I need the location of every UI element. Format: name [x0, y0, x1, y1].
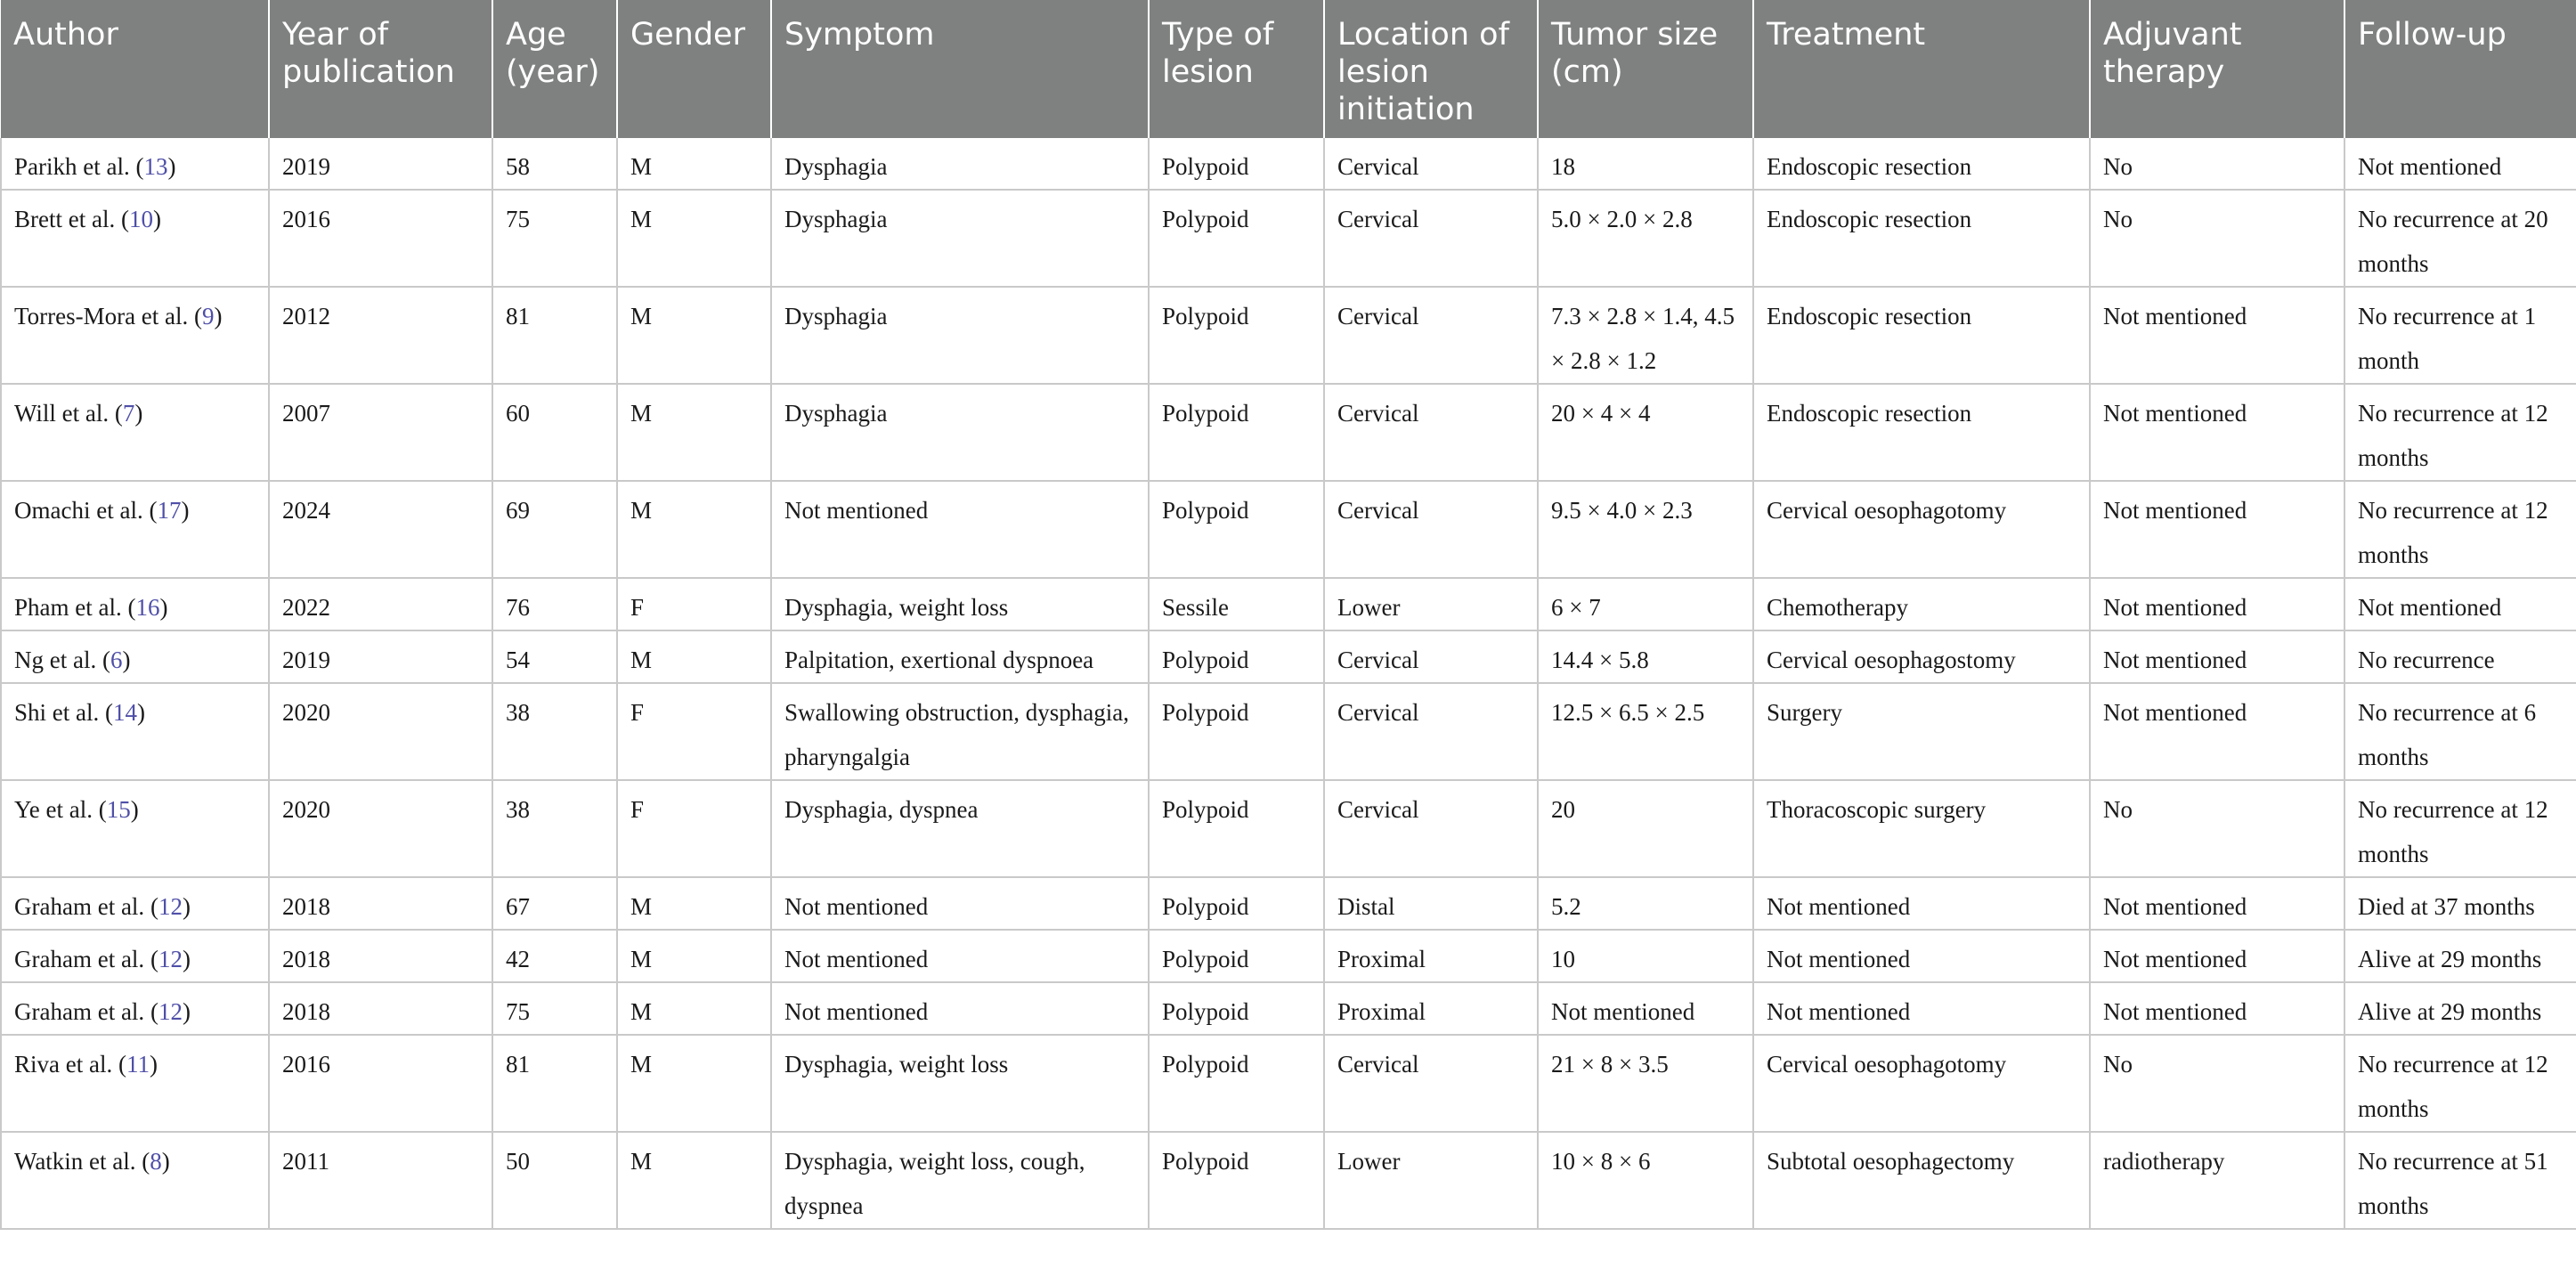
cell-age: 38 — [492, 683, 617, 780]
cell-location: Cervical — [1324, 287, 1538, 384]
header-row — [1, 0, 2576, 138]
cell-size: 9.5 × 4.0 × 2.3 — [1538, 481, 1753, 578]
cell-type: Polypoid — [1149, 287, 1324, 384]
cell-followup: Not mentioned — [2344, 578, 2576, 630]
cell-age: 69 — [492, 481, 617, 578]
reference-link[interactable]: 6 — [110, 647, 123, 673]
cell-treatment: Cervical oesophagostomy — [1753, 630, 2090, 683]
reference-link[interactable]: 8 — [150, 1148, 162, 1175]
reference-link[interactable]: 10 — [128, 206, 153, 232]
cell-symptom: Not mentioned — [771, 877, 1149, 930]
cell-adjuvant: Not mentioned — [2090, 384, 2344, 481]
cell-adjuvant: No — [2090, 190, 2344, 287]
header-location: Location of lesion initiation — [1324, 0, 1538, 138]
cell-followup: Died at 37 months — [2344, 877, 2576, 930]
header-followup: Follow-up — [2344, 0, 2576, 138]
author-name: Shi et al. — [14, 699, 100, 726]
cell-size: 20 × 4 × 4 — [1538, 384, 1753, 481]
header-age: Age (year) — [492, 0, 617, 138]
author-name: Graham et al. — [14, 998, 145, 1025]
cell-symptom: Not mentioned — [771, 982, 1149, 1035]
cell-symptom: Not mentioned — [771, 481, 1149, 578]
cell-treatment: Endoscopic resection — [1753, 384, 2090, 481]
cell-symptom: Not mentioned — [771, 930, 1149, 982]
cell-adjuvant: Not mentioned — [2090, 930, 2344, 982]
cell-followup: No recurrence at 6 months — [2344, 683, 2576, 780]
cell-adjuvant: Not mentioned — [2090, 630, 2344, 683]
cell-location: Cervical — [1324, 481, 1538, 578]
cell-author: Torres-Mora et al. (9) — [1, 287, 269, 384]
cell-gender: M — [617, 384, 771, 481]
table-header — [1, 0, 2576, 138]
table-row — [1, 683, 2576, 780]
cell-followup: No recurrence at 1 month — [2344, 287, 2576, 384]
cell-age: 42 — [492, 930, 617, 982]
cell-author: Graham et al. (12) — [1, 982, 269, 1035]
cell-size: 14.4 × 5.8 — [1538, 630, 1753, 683]
cell-age: 60 — [492, 384, 617, 481]
cell-followup: No recurrence at 12 months — [2344, 384, 2576, 481]
cell-size: 6 × 7 — [1538, 578, 1753, 630]
cell-type: Polypoid — [1149, 138, 1324, 190]
cell-author: Omachi et al. (17) — [1, 481, 269, 578]
cell-gender: M — [617, 287, 771, 384]
cell-author: Riva et al. (11) — [1, 1035, 269, 1132]
author-name: Parikh et al. — [14, 153, 130, 180]
table-row — [1, 481, 2576, 578]
cell-year: 2018 — [269, 982, 492, 1035]
cell-adjuvant: Not mentioned — [2090, 578, 2344, 630]
cell-followup: No recurrence at 12 months — [2344, 780, 2576, 877]
table-row — [1, 138, 2576, 190]
cell-author: Parikh et al. (13) — [1, 138, 269, 190]
cell-location: Cervical — [1324, 1035, 1538, 1132]
author-name: Graham et al. — [14, 893, 145, 920]
table-row — [1, 384, 2576, 481]
cell-size: 5.0 × 2.0 × 2.8 — [1538, 190, 1753, 287]
cell-symptom: Dysphagia, weight loss, cough, dyspnea — [771, 1132, 1149, 1229]
reference-link[interactable]: 17 — [157, 497, 182, 524]
cell-gender: M — [617, 190, 771, 287]
cell-type: Polypoid — [1149, 930, 1324, 982]
cell-author: Graham et al. (12) — [1, 877, 269, 930]
header-type: Type of lesion — [1149, 0, 1324, 138]
cell-size: 20 — [1538, 780, 1753, 877]
cell-size: 10 × 8 × 6 — [1538, 1132, 1753, 1229]
table-row — [1, 190, 2576, 287]
cell-location: Proximal — [1324, 982, 1538, 1035]
cell-followup: No recurrence at 51 months — [2344, 1132, 2576, 1229]
header-gender: Gender — [617, 0, 771, 138]
author-name: Riva et al. — [14, 1051, 113, 1078]
cell-author: Shi et al. (14) — [1, 683, 269, 780]
cell-adjuvant: radiotherapy — [2090, 1132, 2344, 1229]
table-row — [1, 578, 2576, 630]
cell-followup: Alive at 29 months — [2344, 930, 2576, 982]
reference-link[interactable]: 11 — [126, 1051, 150, 1078]
cell-adjuvant: Not mentioned — [2090, 982, 2344, 1035]
cell-followup: No recurrence at 12 months — [2344, 1035, 2576, 1132]
cell-type: Polypoid — [1149, 384, 1324, 481]
author-name: Ng et al. — [14, 647, 97, 673]
cell-symptom: Swallowing obstruction, dysphagia, pharyngalgia — [771, 683, 1149, 780]
cell-followup: No recurrence at 12 months — [2344, 481, 2576, 578]
cell-year: 2007 — [269, 384, 492, 481]
cell-followup: No recurrence — [2344, 630, 2576, 683]
cell-gender: F — [617, 578, 771, 630]
cell-year: 2020 — [269, 683, 492, 780]
reference-link[interactable]: 12 — [158, 893, 183, 920]
cell-treatment: Surgery — [1753, 683, 2090, 780]
author-name: Omachi et al. — [14, 497, 143, 524]
cell-type: Polypoid — [1149, 1132, 1324, 1229]
cell-gender: M — [617, 982, 771, 1035]
cell-age: 50 — [492, 1132, 617, 1229]
cell-age: 67 — [492, 877, 617, 930]
reference-link[interactable]: 13 — [143, 153, 168, 180]
cell-size: 7.3 × 2.8 × 1.4, 4.5 × 2.8 × 1.2 — [1538, 287, 1753, 384]
cell-symptom: Dysphagia — [771, 384, 1149, 481]
cell-treatment: Chemotherapy — [1753, 578, 2090, 630]
cell-gender: F — [617, 780, 771, 877]
cell-adjuvant: Not mentioned — [2090, 683, 2344, 780]
table-row — [1, 630, 2576, 683]
cell-adjuvant: No — [2090, 780, 2344, 877]
cell-gender: M — [617, 138, 771, 190]
cell-treatment: Not mentioned — [1753, 982, 2090, 1035]
reference-link[interactable]: 7 — [122, 400, 135, 427]
cell-adjuvant: No — [2090, 1035, 2344, 1132]
cell-adjuvant: No — [2090, 138, 2344, 190]
cell-author: Ng et al. (6) — [1, 630, 269, 683]
cell-treatment: Endoscopic resection — [1753, 287, 2090, 384]
cell-treatment: Cervical oesophagotomy — [1753, 1035, 2090, 1132]
cell-location: Cervical — [1324, 190, 1538, 287]
cell-gender: M — [617, 930, 771, 982]
cell-adjuvant: Not mentioned — [2090, 287, 2344, 384]
table-row — [1, 930, 2576, 982]
cell-gender: F — [617, 683, 771, 780]
cell-gender: M — [617, 630, 771, 683]
author-name: Graham et al. — [14, 946, 145, 972]
cell-year: 2016 — [269, 1035, 492, 1132]
cell-gender: M — [617, 481, 771, 578]
cell-treatment: Endoscopic resection — [1753, 190, 2090, 287]
cell-age: 38 — [492, 780, 617, 877]
cell-symptom: Dysphagia, dyspnea — [771, 780, 1149, 877]
cell-age: 81 — [492, 1035, 617, 1132]
cell-author: Ye et al. (15) — [1, 780, 269, 877]
author-name: Pham et al. — [14, 594, 122, 621]
cell-author: Brett et al. (10) — [1, 190, 269, 287]
author-name: Watkin et al. — [14, 1148, 136, 1175]
header-adjuvant: Adjuvant therapy — [2090, 0, 2344, 138]
cell-author: Graham et al. (12) — [1, 930, 269, 982]
reference-link[interactable]: 16 — [135, 594, 160, 621]
cell-author: Watkin et al. (8) — [1, 1132, 269, 1229]
cell-symptom: Dysphagia — [771, 138, 1149, 190]
cell-age: 81 — [492, 287, 617, 384]
table-row — [1, 780, 2576, 877]
reference-link[interactable]: 15 — [106, 796, 131, 823]
cell-type: Sessile — [1149, 578, 1324, 630]
table-body — [1, 138, 2576, 1229]
cell-adjuvant: Not mentioned — [2090, 877, 2344, 930]
cell-size: 18 — [1538, 138, 1753, 190]
cell-age: 58 — [492, 138, 617, 190]
cell-year: 2016 — [269, 190, 492, 287]
table-row — [1, 1035, 2576, 1132]
author-name: Will et al. — [14, 400, 110, 427]
cell-symptom: Dysphagia — [771, 190, 1149, 287]
cell-age: 75 — [492, 982, 617, 1035]
cell-type: Polypoid — [1149, 1035, 1324, 1132]
header-year: Year of publication — [269, 0, 492, 138]
cell-followup: No recurrence at 20 months — [2344, 190, 2576, 287]
cell-adjuvant: Not mentioned — [2090, 481, 2344, 578]
cell-year: 2019 — [269, 630, 492, 683]
cell-gender: M — [617, 1035, 771, 1132]
cell-treatment: Thoracoscopic surgery — [1753, 780, 2090, 877]
cell-type: Polypoid — [1149, 877, 1324, 930]
cell-type: Polypoid — [1149, 630, 1324, 683]
cell-year: 2018 — [269, 877, 492, 930]
cell-treatment: Subtotal oesophagectomy — [1753, 1132, 2090, 1229]
cell-location: Proximal — [1324, 930, 1538, 982]
cell-treatment: Endoscopic resection — [1753, 138, 2090, 190]
cell-treatment: Cervical oesophagotomy — [1753, 481, 2090, 578]
header-treatment: Treatment — [1753, 0, 2090, 138]
header-author: Author — [1, 0, 269, 138]
cell-location: Cervical — [1324, 780, 1538, 877]
cell-age: 54 — [492, 630, 617, 683]
cell-author: Will et al. (7) — [1, 384, 269, 481]
cell-treatment: Not mentioned — [1753, 930, 2090, 982]
cell-year: 2020 — [269, 780, 492, 877]
cell-location: Cervical — [1324, 138, 1538, 190]
cell-type: Polypoid — [1149, 190, 1324, 287]
reference-link[interactable]: 14 — [113, 699, 137, 726]
reference-link[interactable]: 12 — [158, 946, 183, 972]
cell-location: Lower — [1324, 578, 1538, 630]
cell-location: Cervical — [1324, 683, 1538, 780]
cell-year: 2012 — [269, 287, 492, 384]
cell-location: Distal — [1324, 877, 1538, 930]
reference-link[interactable]: 12 — [158, 998, 183, 1025]
cell-type: Polypoid — [1149, 683, 1324, 780]
cell-gender: M — [617, 1132, 771, 1229]
cell-followup: Alive at 29 months — [2344, 982, 2576, 1035]
cell-year: 2024 — [269, 481, 492, 578]
cell-size: 12.5 × 6.5 × 2.5 — [1538, 683, 1753, 780]
table-row — [1, 982, 2576, 1035]
cell-type: Polypoid — [1149, 982, 1324, 1035]
cell-type: Polypoid — [1149, 780, 1324, 877]
cell-size: 5.2 — [1538, 877, 1753, 930]
cell-size: 21 × 8 × 3.5 — [1538, 1035, 1753, 1132]
cell-followup: Not mentioned — [2344, 138, 2576, 190]
reference-link[interactable]: 9 — [202, 303, 215, 329]
author-name: Torres-Mora et al. — [14, 303, 189, 329]
author-name: Ye et al. — [14, 796, 93, 823]
cell-size: Not mentioned — [1538, 982, 1753, 1035]
cell-year: 2011 — [269, 1132, 492, 1229]
cell-location: Lower — [1324, 1132, 1538, 1229]
table-row — [1, 1132, 2576, 1229]
cell-symptom: Dysphagia — [771, 287, 1149, 384]
cell-symptom: Palpitation, exertional dyspnoea — [771, 630, 1149, 683]
cell-year: 2018 — [269, 930, 492, 982]
cell-location: Cervical — [1324, 630, 1538, 683]
header-symptom: Symptom — [771, 0, 1149, 138]
header-size: Tumor size (cm) — [1538, 0, 1753, 138]
cell-year: 2022 — [269, 578, 492, 630]
cell-treatment: Not mentioned — [1753, 877, 2090, 930]
cell-age: 75 — [492, 190, 617, 287]
cell-age: 76 — [492, 578, 617, 630]
cell-gender: M — [617, 877, 771, 930]
cell-location: Cervical — [1324, 384, 1538, 481]
author-name: Brett et al. — [14, 206, 116, 232]
cell-size: 10 — [1538, 930, 1753, 982]
table-row — [1, 287, 2576, 384]
cell-symptom: Dysphagia, weight loss — [771, 578, 1149, 630]
cell-type: Polypoid — [1149, 481, 1324, 578]
cell-author: Pham et al. (16) — [1, 578, 269, 630]
cell-year: 2019 — [269, 138, 492, 190]
cell-symptom: Dysphagia, weight loss — [771, 1035, 1149, 1132]
table-row — [1, 877, 2576, 930]
